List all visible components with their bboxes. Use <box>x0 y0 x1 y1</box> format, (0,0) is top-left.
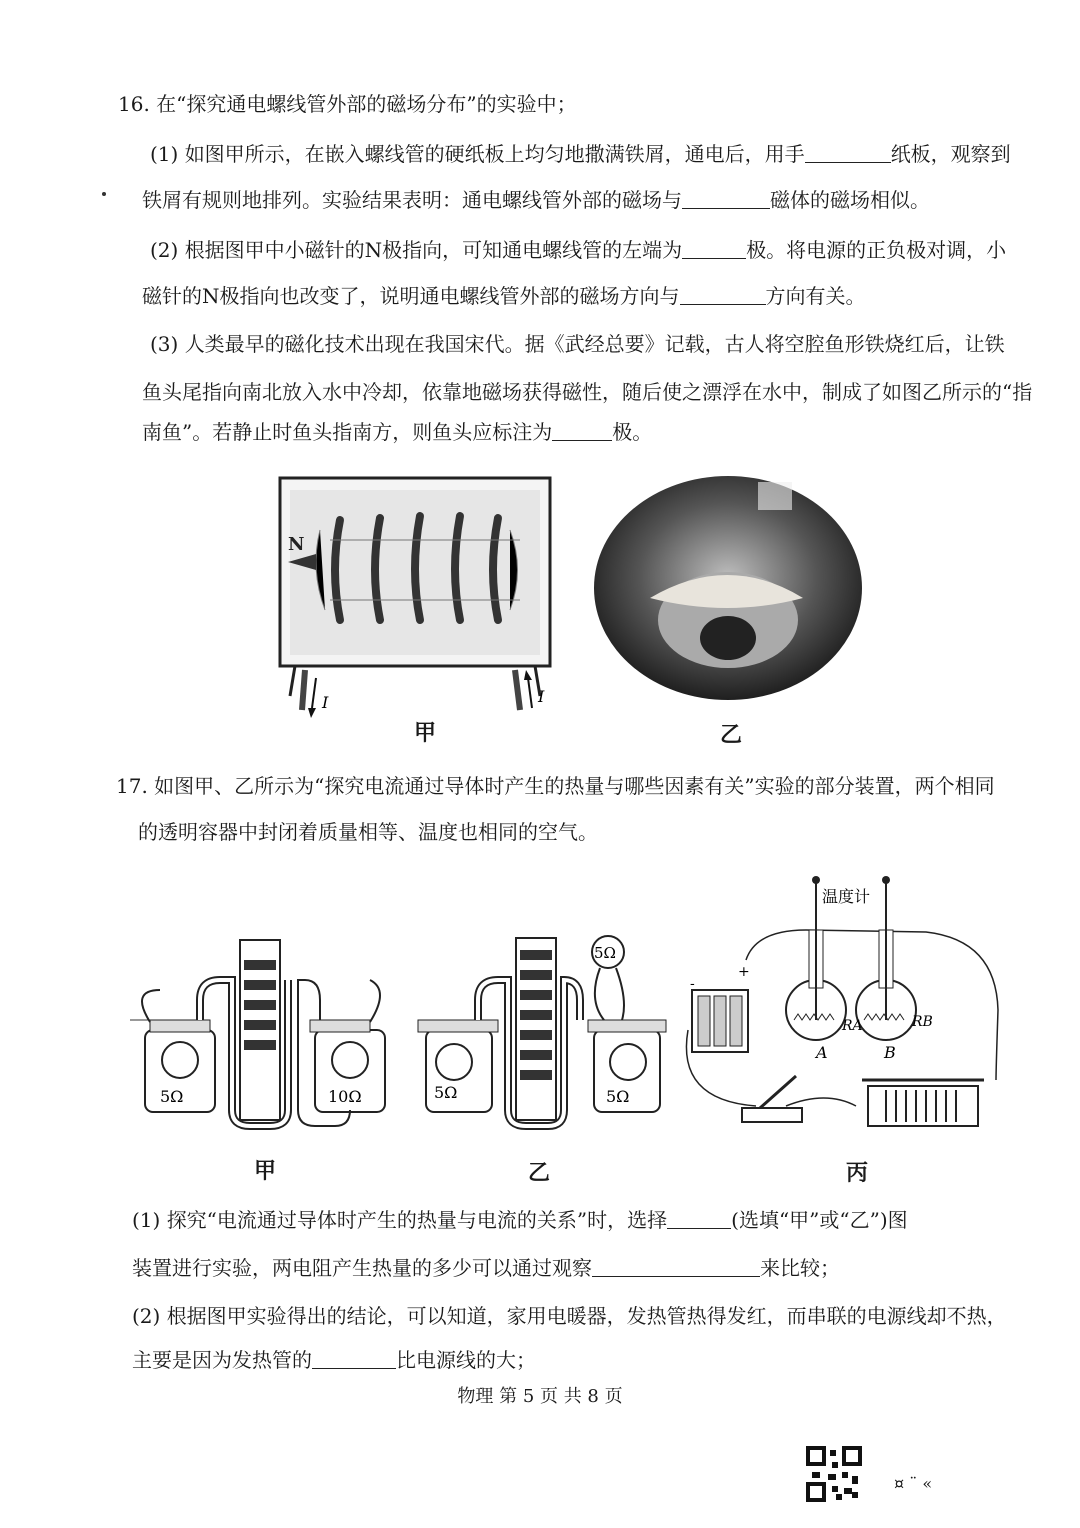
jia-resistor-10: 10Ω <box>328 1087 362 1106</box>
rb-label: RB <box>912 1014 933 1030</box>
q16-blank-1[interactable] <box>805 142 891 163</box>
yi-resistor-right: 5Ω <box>606 1087 630 1106</box>
q16-p3-text-c: 南鱼”。若静止时鱼头指南方，则鱼头应标注为 <box>142 420 553 444</box>
q16-part2-line2 <box>142 282 866 310</box>
q16-blank-5[interactable] <box>552 420 612 441</box>
q16-part1-line2 <box>142 186 930 214</box>
q17-part2-line2 <box>132 1346 536 1374</box>
thermometer-bulb-icon <box>882 876 890 884</box>
q17-p2-text-b: 主要是因为发热管的 <box>132 1348 312 1372</box>
q17-p1-text-c: 装置进行实验，两电阻产生热量的多少可以通过观察 <box>132 1256 592 1280</box>
compass-n-label: N <box>288 534 305 555</box>
fish-bowl-figure <box>588 470 868 710</box>
q17-label-bing: 丙 <box>846 1161 869 1186</box>
q17-p1-text-d: 来比较； <box>760 1256 840 1280</box>
q16-blank-2[interactable] <box>682 188 770 209</box>
yi-resistor-outside: 5Ω <box>594 944 616 962</box>
q16-blank-4[interactable] <box>680 284 766 305</box>
q17-stem-line2: 的透明容器中封闭着质量相等、温度也相同的空气。 <box>138 820 598 844</box>
q17-label-yi: 乙 <box>528 1161 551 1186</box>
rheostat-icon <box>868 1086 978 1126</box>
q17-p2-text-c: 比电源线的大； <box>396 1348 536 1372</box>
q17-stem-line1: 17. 如图甲、乙所示为“探究电流通过导体时产生的热量与哪些因素有关”实验的部分装置，两个相同 <box>116 774 995 798</box>
q16-p1-text-a: (1) 如图甲所示，在嵌入螺线管的硬纸板上均匀地撒满铁屑，通电后，用手 <box>150 142 805 166</box>
q17-figure-bing <box>676 870 1026 1150</box>
figure-label-jia: 甲 <box>414 721 437 746</box>
q17-figure-yi <box>408 920 678 1130</box>
qr-code-icon <box>806 1446 862 1502</box>
yi-resistor-left: 5Ω <box>434 1083 458 1102</box>
q16-p3-text-d: 极。 <box>612 420 653 444</box>
corner-marks: ¤ ¨ « <box>894 1474 933 1493</box>
q16-p2-text-b: 极。将电源的正负极对调，小 <box>746 238 1007 262</box>
q17-p1-text-b: (选填“甲”或“乙”)图 <box>731 1208 908 1232</box>
q17-part2-line1: (2) 根据图甲实验得出的结论，可以知道，家用电暖器，发热管热得发红，而串联的电源线却不热， <box>132 1304 1007 1328</box>
thermometer-label: 温度计 <box>822 887 871 906</box>
current-down-arrow-icon <box>308 708 316 718</box>
q17-blank-3[interactable] <box>312 1348 396 1369</box>
q16-stem: 16. 在“探究通电螺线管外部的磁场分布”的实验中； <box>118 92 577 116</box>
current-up-arrow-icon <box>524 670 532 680</box>
scan-dot <box>102 192 106 196</box>
q16-part1-line1 <box>150 140 1011 168</box>
q16-p2-text-a: (2) 根据图甲中小磁针的N极指向，可知通电螺线管的左端为 <box>150 238 683 262</box>
flask-b-label: B <box>884 1043 896 1062</box>
switch-icon <box>742 1108 802 1122</box>
solenoid-figure <box>270 470 570 720</box>
q17-blank-1[interactable] <box>667 1208 731 1229</box>
q16-p2-text-c: 磁针的N极指向也改变了，说明通电螺线管外部的磁场方向与 <box>142 284 680 308</box>
battery-minus: - <box>690 976 695 992</box>
q16-part2-line1 <box>150 236 1006 264</box>
q16-part3-line3 <box>142 418 652 446</box>
q16-blank-3[interactable] <box>682 238 746 259</box>
q16-p1-text-d: 磁体的磁场相似。 <box>770 188 930 212</box>
thermometer-bulb-icon <box>812 876 820 884</box>
q17-blank-2[interactable] <box>592 1256 760 1277</box>
battery-plus: + <box>738 964 750 980</box>
current-label-left: I <box>322 693 329 712</box>
flask-a-label: A <box>816 1043 828 1062</box>
q16-p1-text-c: 铁屑有规则地排列。实验结果表明：通电螺线管外部的磁场与 <box>142 188 682 212</box>
page-footer: 物理 第 5 页 共 8 页 <box>457 1386 623 1407</box>
q17-p1-text-a: (1) 探究“电流通过导体时产生的热量与电流的关系”时，选择 <box>132 1208 668 1232</box>
current-label-right: I <box>538 687 545 706</box>
q16-p1-text-b: 纸板，观察到 <box>890 142 1011 166</box>
figure-label-yi: 乙 <box>720 723 743 748</box>
q16-part3-line2: 鱼头尾指向南北放入水中冷却，依靠地磁场获得磁性，随后使之漂浮在水中，制成了如图乙所示的“指 <box>142 380 1033 404</box>
q16-part3-line1: (3) 人类最早的磁化技术出现在我国宋代。据《武经总要》记载，古人将空腔鱼形铁烧红后，让铁 <box>150 332 1005 356</box>
jia-resistor-5: 5Ω <box>160 1087 184 1106</box>
q17-figure-jia <box>120 920 410 1130</box>
q17-part1-line2 <box>132 1254 840 1282</box>
q17-label-jia: 甲 <box>254 1159 277 1184</box>
ra-label: RA <box>842 1018 863 1034</box>
q16-p2-text-d: 方向有关。 <box>765 284 866 308</box>
q17-part1-line1 <box>132 1206 908 1234</box>
